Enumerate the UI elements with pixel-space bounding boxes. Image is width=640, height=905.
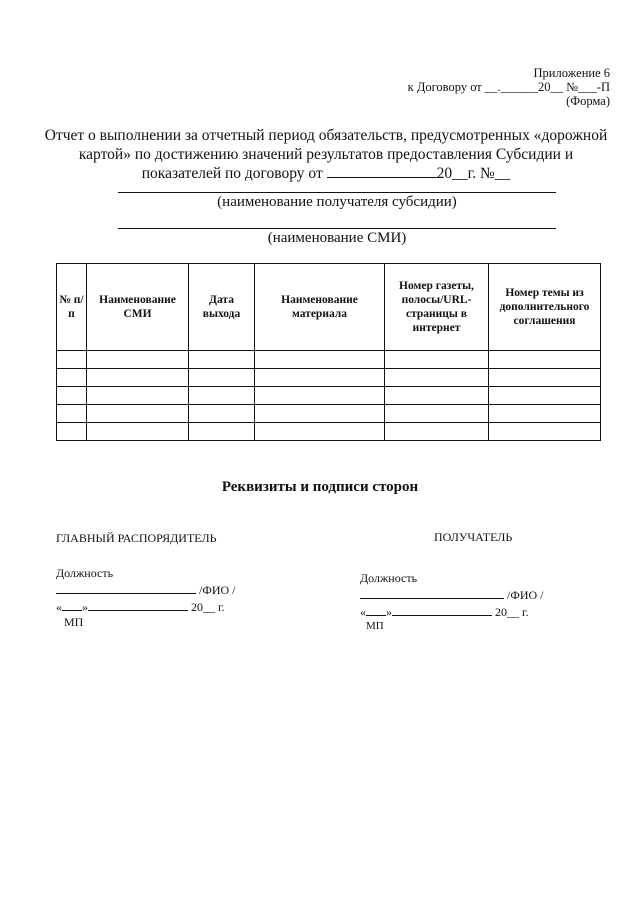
appendix-contract-ref: к Договору от __.______20__ №___-П (407, 80, 610, 94)
left-fio-label: /ФИО / (199, 583, 236, 597)
left-year-label: 20__ г. (191, 600, 225, 614)
table-cell[interactable] (87, 369, 189, 387)
right-position-label: Должность (360, 571, 418, 585)
table-cell[interactable] (189, 387, 255, 405)
table-cell[interactable] (255, 405, 385, 423)
col-date-header: Дата выхода (189, 264, 255, 351)
table-cell[interactable] (385, 405, 489, 423)
title-line-1: Отчет о выполнении за отчетный период обязательств, предусмотренных «дорожной (44, 127, 608, 144)
table-cell[interactable] (87, 387, 189, 405)
table-cell[interactable] (385, 369, 489, 387)
table-cell[interactable] (385, 387, 489, 405)
table-cell[interactable] (189, 405, 255, 423)
table-cell[interactable] (57, 351, 87, 369)
title-line-2: картой» по достижению значений результатов предоставления Субсидии и (78, 146, 574, 163)
title-line-3 (40, 164, 612, 183)
table-row (57, 369, 601, 387)
col-issue-url-header: Номер газеты, полосы/URL-страницы в интернет (385, 264, 489, 351)
appendix-number: Приложение 6 (533, 66, 610, 80)
left-party-title: ГЛАВНЫЙ РАСПОРЯДИТЕЛЬ (56, 531, 217, 545)
table-row (57, 423, 601, 441)
left-date-row (56, 599, 225, 615)
table-cell[interactable] (57, 405, 87, 423)
table-row (57, 351, 601, 369)
right-stamp-label: МП (366, 620, 384, 632)
table-cell[interactable] (255, 369, 385, 387)
report-title (40, 126, 612, 183)
contract-date-blank (327, 165, 437, 178)
left-stamp-label: МП (64, 615, 84, 629)
right-date-row (360, 604, 529, 620)
recipient-name-line (118, 192, 556, 193)
right-fio-row (360, 587, 543, 603)
report-table (56, 263, 601, 441)
table-cell[interactable] (189, 369, 255, 387)
right-month-blank[interactable] (392, 604, 492, 616)
right-party-title: ПОЛУЧАТЕЛЬ (434, 530, 513, 544)
table-cell[interactable] (87, 405, 189, 423)
right-year-label: 20__ г. (495, 605, 529, 619)
left-month-blank[interactable] (88, 599, 188, 611)
table-cell[interactable] (255, 387, 385, 405)
table-cell[interactable] (385, 351, 489, 369)
right-quote-open: « (360, 605, 366, 619)
table-cell[interactable] (489, 351, 601, 369)
title-line-3-prefix: показателей по договору от (141, 165, 323, 182)
table-cell[interactable] (489, 405, 601, 423)
right-signature-line[interactable] (360, 587, 504, 599)
col-media-header: Наименование СМИ (87, 264, 189, 351)
appendix-form-label: (Форма) (566, 94, 610, 108)
table-cell[interactable] (87, 351, 189, 369)
left-quote-open: « (56, 600, 62, 614)
title-line-3-number: 20__г. № (436, 165, 495, 182)
table-cell[interactable] (255, 351, 385, 369)
table-cell[interactable] (87, 423, 189, 441)
table-row (57, 387, 601, 405)
signatures-heading: Реквизиты и подписи сторон (221, 479, 419, 495)
col-material-header: Наименование материала (255, 264, 385, 351)
left-position-label: Должность (56, 566, 114, 580)
left-quote-close: » (82, 600, 88, 614)
media-caption: (наименование СМИ) (267, 230, 407, 246)
table-cell[interactable] (489, 387, 601, 405)
left-day-blank[interactable] (62, 599, 82, 611)
table-cell[interactable] (189, 351, 255, 369)
left-fio-row (56, 582, 235, 598)
right-quote-close: » (386, 605, 392, 619)
recipient-caption: (наименование получателя субсидии) (217, 194, 457, 210)
left-signature-line[interactable] (56, 582, 196, 594)
table-header-row (57, 264, 601, 351)
table-cell[interactable] (189, 423, 255, 441)
table-cell[interactable] (489, 369, 601, 387)
title-line-3-end: __ (494, 165, 511, 182)
col-number-header: № п/п (57, 264, 87, 351)
table-cell[interactable] (385, 423, 489, 441)
right-day-blank[interactable] (366, 604, 386, 616)
right-fio-label: /ФИО / (507, 588, 544, 602)
table-cell[interactable] (57, 387, 87, 405)
table-row (57, 405, 601, 423)
table-cell[interactable] (489, 423, 601, 441)
table-cell[interactable] (255, 423, 385, 441)
media-name-line (118, 228, 556, 229)
col-topic-header: Номер темы из дополнительного соглашения (489, 264, 601, 351)
table-cell[interactable] (57, 423, 87, 441)
table-cell[interactable] (57, 369, 87, 387)
